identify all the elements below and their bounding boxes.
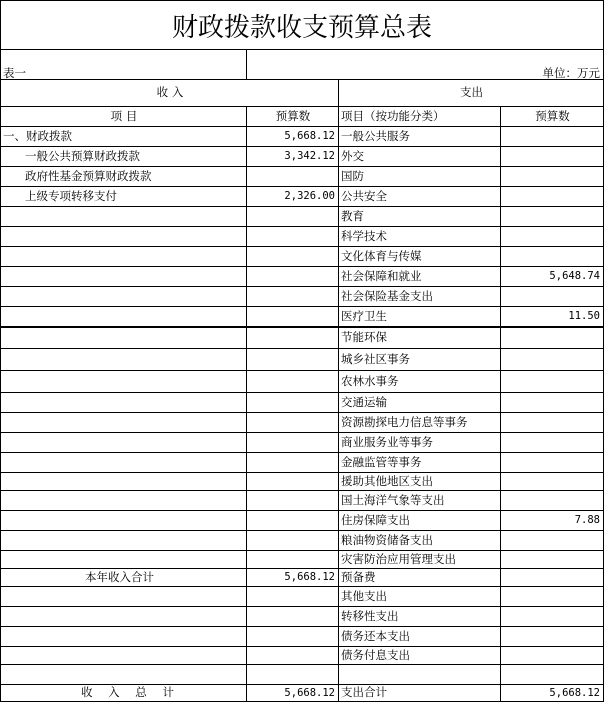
expense-item-value [501,187,603,206]
expense-item-label: 灾害防治应用管理支出 [341,551,456,566]
expense-item-label: 国防 [341,168,364,183]
expense-item-value [501,227,603,246]
col-header-item: 项 目 [110,108,138,123]
income-item-label: 政府性基金预算财政拨款 [25,168,152,183]
expense-item-value [501,473,603,490]
annual-income-total-value: 5,668.12 [284,571,335,584]
expense-item-label: 粮油物资储备支出 [341,532,433,547]
expense-item-label: 医疗卫生 [341,308,387,323]
expense-item-value [501,627,603,646]
expense-item-label: 教育 [341,208,364,223]
expense-item-value [501,207,603,226]
expense-item-label: 住房保障支出 [341,512,410,527]
expense-item-value: 5,648.74 [549,270,600,283]
expense-item-value [501,569,603,586]
income-item-label: 一、财政拨款 [3,128,72,143]
table-number: 表一 [3,65,26,80]
expense-item-label: 社会保险基金支出 [341,288,433,303]
expense-item-label: 国土海洋气象等支出 [341,492,445,507]
grand-total-label: 收 入 总 计 [81,685,180,700]
income-item-label: 一般公共预算财政拨款 [25,148,140,163]
expense-item-value [501,607,603,626]
expense-item-label: 城乡社区事务 [341,351,410,366]
income-header: 收 入 [156,85,184,100]
expense-item-label: 交通运输 [341,394,387,409]
expense-item-label: 公共安全 [341,188,387,203]
income-item-value: 5,668.12 [284,130,335,143]
expense-item-label: 预备费 [341,569,376,584]
expense-item-value [501,127,603,146]
expense-item-value [501,647,603,664]
expense-item-label: 债务付息支出 [341,647,410,662]
grand-total-value: 5,668.12 [284,686,335,699]
expense-item-label: 资源勘探电力信息等事务 [341,414,468,429]
expense-item-label: 商业服务业等事务 [341,434,433,449]
expense-item-value [501,453,603,472]
expense-item-label: 农林水事务 [341,373,399,388]
expense-item-label [339,665,499,684]
income-item-value: 2,326.00 [284,190,335,203]
expense-item-label: 其他支出 [341,588,387,603]
expense-total-label: 支出合计 [341,685,387,700]
expense-header: 支出 [460,85,483,100]
expense-item-value [501,247,603,266]
expense-item-label: 文化体育与传媒 [341,248,422,263]
expense-item-label: 援助其他地区支出 [341,473,433,488]
expense-item-value: 11.50 [568,310,600,323]
expense-item-label: 节能环保 [341,329,387,344]
expense-item-label: 金融监管等事务 [341,454,422,469]
unit-label: 单位：万元 [542,65,600,80]
page-title: 财政拨款收支预算总表 [0,0,604,49]
expense-item-value [501,349,603,370]
expense-item-value [501,433,603,452]
annual-income-total-label: 本年收入合计 [85,569,154,584]
expense-item-value: 7.88 [574,514,600,527]
col-header-budget: 预算数 [275,108,311,123]
income-item-value [247,167,338,186]
expense-item-value [501,393,603,412]
expense-item-value [501,531,603,550]
expense-item-value [501,371,603,392]
expense-item-value [501,167,603,186]
expense-total-value: 5,668.12 [549,686,600,699]
expense-item-value [501,587,603,606]
expense-item-label: 科学技术 [341,228,387,243]
expense-item-value [501,147,603,166]
expense-item-value [501,413,603,432]
col-header-func-item: 项目（按功能分类） [341,108,445,123]
col-header-func-budget: 预算数 [535,108,570,123]
expense-item-value [501,551,603,568]
expense-item-label: 债务还本支出 [341,628,410,643]
expense-item-label: 社会保障和就业 [341,268,422,283]
expense-item-value [501,491,603,510]
expense-item-label: 一般公共服务 [341,128,410,143]
income-item-value: 3,342.12 [284,150,335,163]
expense-item-label: 外交 [341,148,364,163]
expense-item-label: 转移性支出 [341,608,399,623]
income-item-label: 上级专项转移支付 [25,188,117,203]
expense-item-value [501,287,603,306]
expense-item-value [501,665,603,684]
expense-item-value [501,327,603,348]
